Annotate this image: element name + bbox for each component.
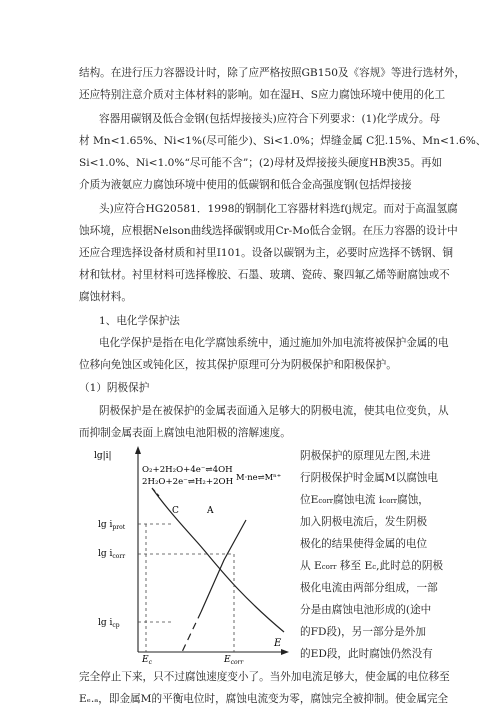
text-fragment: ,此时总的阴极 (376, 560, 444, 572)
text-line: 结构。在进行压力容器设计时，除了应严格按照GB150及《容规》等进行选材外， (79, 67, 466, 79)
text-line: 材 Mn<1.65%、Ni<1%(尽可能少)、Si<1.0%；焊缝金属 C犯.15%、Mn<1.6%、 (79, 135, 487, 147)
subscript: c (372, 563, 377, 571)
text-line: 介质为液氨应力腐蚀环境中使用的低碳钢和低合金高强度钢(包括焊接接 (79, 179, 412, 191)
text-line: 行阴极保护时金属M以腐蚀电 (300, 472, 438, 484)
text-line: 极化的结果使得金属的电位 (300, 538, 428, 550)
x-axis-label: E (274, 638, 282, 649)
text-line: 的ED段，此时腐蚀仍然没有 (300, 648, 433, 660)
text-fragment: 腐蚀， (397, 494, 429, 506)
text-line: 极化电流由两部分组成，一部 (300, 582, 438, 594)
text-fragment: 腐蚀电流 i (333, 494, 383, 506)
subsection-title: （1）阴极保护 (79, 382, 150, 394)
text-line: 阴极保护是在被保护的金属表面通入足够大的阴极电流，使其电位变负，从 (99, 405, 449, 417)
x-tick-label (141, 655, 153, 665)
tick-main: lg i (98, 520, 113, 530)
text-line (300, 559, 443, 574)
tick-sub: prot (112, 524, 126, 531)
tick-sub: cp (112, 622, 120, 629)
y-axis-label: lg|i| (94, 451, 112, 461)
text-fragment: 位E (300, 494, 319, 506)
x-tick-label (223, 655, 244, 665)
section-title: 1、电化学保护法 (99, 315, 180, 327)
tick-main: E (224, 655, 231, 665)
text-line: 而抑制金属表面上腐蚀电池阳极的溶解速度。 (79, 427, 291, 439)
text-line: 分是由腐蚀电池形成的(途中 (300, 604, 432, 616)
curve-label-a: A (207, 506, 214, 516)
text-line: 容器用碳钢及低合金钢(包括焊接接头)应符合下列要求：(1)化学成分。母 (99, 113, 441, 125)
text-line: 腐蚀材料。 (79, 291, 132, 303)
y-tick-label (98, 618, 120, 629)
tick-sub: corr (230, 659, 244, 665)
text-line: 加入阴极电流后，发生阴极 (300, 516, 428, 528)
reaction-label: 2H₂O+2e⁻⇌H₂+2OH (142, 477, 234, 487)
anodic-curve (201, 520, 246, 612)
text-fragment: 移至 E (336, 560, 373, 572)
text-line: 完全停止下来，只不过腐蚀速度变小了。当外加电流足够大，使金属的电位移至 (79, 671, 450, 683)
subscript: corr (321, 563, 337, 571)
x-axis-arrow (281, 649, 289, 655)
text-line: 还应合理选择设备材质和衬里I101。设备以碳钢为主，必要时应选择不锈钢、铜 (79, 247, 453, 259)
y-tick-label (98, 549, 125, 560)
reaction-label: M·ne⇌Mⁿ⁺ (236, 472, 282, 482)
y-tick-label (98, 520, 126, 531)
text-line: 头)应符合HG20581．1998的钢制化工容器材料选f(j规定。而对于高温氢腐 (99, 203, 458, 215)
text-fragment: 从 E (300, 560, 322, 572)
text-line: 的FD段)，另一部分是外加 (300, 626, 426, 638)
y-axis-arrow (135, 446, 141, 454)
curve-label-c: C (172, 506, 179, 516)
tick-sub: c (148, 659, 152, 665)
tick-main: lg i (98, 618, 113, 628)
text-line: 电化学保护是指在电化学腐蚀系统中，通过施加外加电流将被保护金属的电 (99, 337, 449, 349)
text-line: Eₑ.ₐ，即金属M的平衡电位时，腐蚀电流变为零，腐蚀完全被抑制。使金属完全 (79, 693, 449, 705)
subscript: corr (318, 497, 334, 505)
polarization-diagram (84, 440, 294, 665)
text-line: Si<1.0%、Ni<1.0%“尽可能不含”；(2)母材及焊接接头硬度HB㳛35。再如 (79, 157, 443, 169)
tick-main: lg i (98, 549, 113, 559)
tick-main: E (142, 655, 149, 665)
tick-sub: corr (112, 553, 126, 560)
anodic-curve-dashed (182, 612, 201, 652)
text-line: 蚀环境，应根据Nelson曲线选择碳钢或用Cr-Mo低合金钢。在压力容器的设计中 (79, 225, 458, 237)
reaction-label: O₂+2H₂O+4e⁻⇌4OH (142, 465, 233, 475)
text-line: 阴极保护的原理见左图,未进 (300, 450, 431, 462)
subscript: corr (382, 497, 398, 505)
text-line (300, 493, 429, 508)
text-line: 位移向免蚀区或钝化区，按其保护原理可分为阴极保护和阳极保护。 (79, 359, 397, 371)
text-line: 还应特别注意介质对主体材料的影响。如在湿H、S应力腐蚀环境中使用的化工 (79, 89, 446, 101)
text-line: 材和钛材。衬里材料可选择橡胶、石墨、玻璃、瓷砖、聚四氟乙烯等耐腐蚀或不 (79, 269, 450, 281)
